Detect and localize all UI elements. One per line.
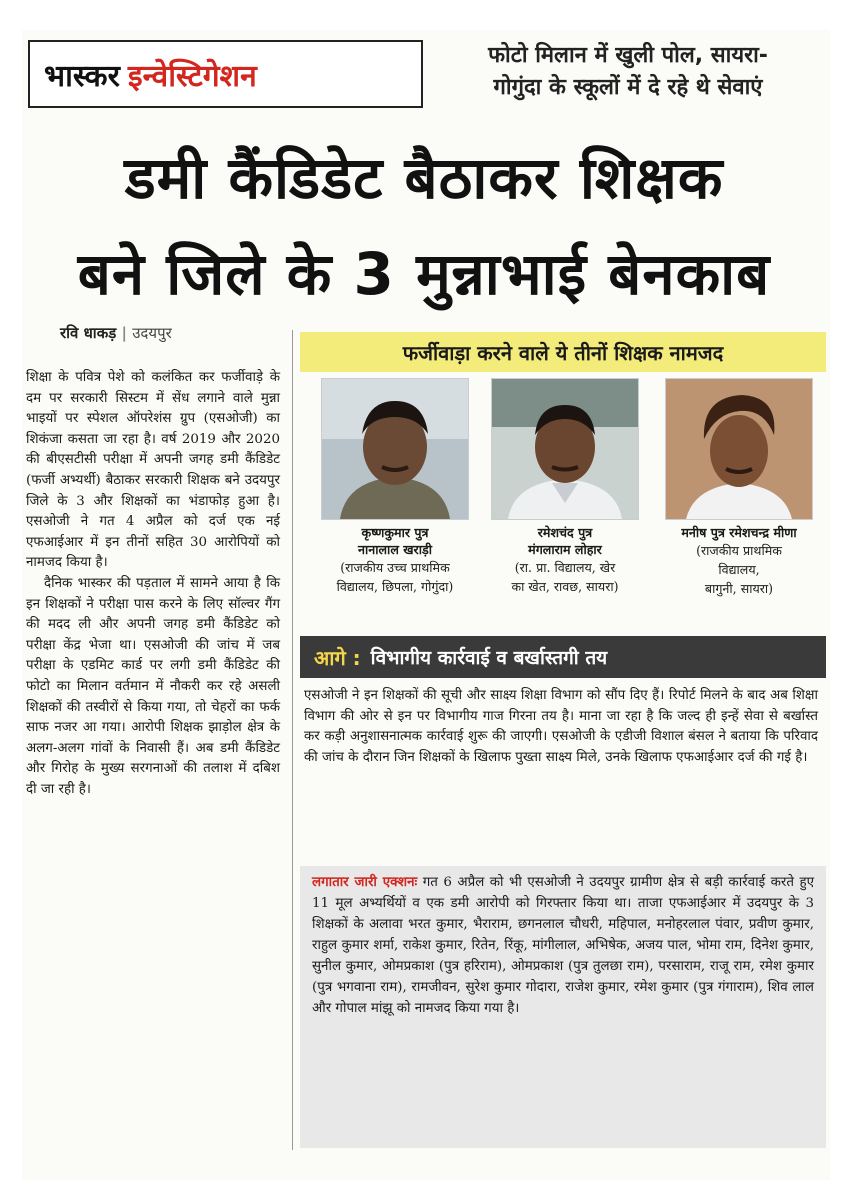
byline: रवि धाकड़ | उदयपुर (60, 324, 172, 342)
left-column-body (26, 368, 280, 800)
accused-name-2 (480, 524, 650, 558)
accused-place-3-line-1: (राजकीय प्राथमिक (696, 543, 782, 558)
accused-section-title: फर्जीवाड़ा करने वाले ये तीनों शिक्षक नामजद (300, 332, 826, 372)
accused-card-3 (654, 378, 824, 598)
byline-author: रवि धाकड़ (60, 324, 117, 342)
accused-place-2-line-2: का खेत, रावछ, सायरा) (511, 579, 619, 594)
accused-photo-2 (491, 378, 639, 520)
brand-investigation: इन्वेस्टिगेशन (127, 58, 257, 94)
accused-name-2-line-1: रमेशचंद पुत्र (537, 525, 593, 540)
accused-name-2-line-2: मंगलाराम लोहार (528, 542, 602, 557)
next-steps-label: आगे : (314, 645, 361, 670)
next-steps-title: विभागीय कार्रवाई व बर्खास्तगी तय (370, 647, 608, 669)
headline-line-1: डमी कैंडिडेट बैठाकर शिक्षक (124, 144, 724, 212)
headline-line-2: बने जिले के 3 मुन्नाभाई बेनकाब (77, 240, 771, 308)
accused-name-1-line-1: कृष्णकुमार पुत्र (361, 525, 429, 540)
action-box-body: गत 6 अप्रैल को भी एसओजी ने उदयपुर ग्रामीण क्षेत्र से बड़ी कार्रवाई करते हुए 11 मूल अभ्यर्थियों व एक डमी आरोपी को गिरफ्तार किया था। ताजा एफआईआर में उदयपुर के 3 शिक्षकों के अलावा भरत कुमार, भैराराम, छगनलाल चौधरी, महिपाल, मनोहरलाल पंवार, प्रवीण कुमार, राहुल कुमार शर्मा, राकेश कुमार, रितेन, रिंकू, मांगीलाल, अभिषेक, अजय पाल, भोमा राम, दिनेश कुमार, सुनील कुमार, ओमप्रकाश (पुत्र हरिराम), ओमप्रकाश (पुत्र तुलछा राम), परसाराम, राजू राम, रमेश कुमार (पुत्र भगवाना राम), रामजीवन, सुरेश कुमार गोदारा, राजेश कुमार, रमेश कुमार (पुत्र गंगाराम), शिव लाल और गोपाल मांझू को नामजद किया गया है। (312, 875, 815, 1016)
accused-place-1 (310, 558, 480, 596)
accused-name-1 (310, 524, 480, 558)
column-divider (292, 330, 293, 1150)
accused-photo-1 (321, 378, 469, 520)
accused-name-1-line-2: नानालाल खराड़ी (358, 542, 432, 557)
accused-name-3 (654, 524, 824, 541)
headline (28, 130, 820, 322)
accused-name-3-line-1: मनीष पुत्र रमेशचन्द्र मीणा (681, 525, 797, 540)
byline-city: उदयपुर (132, 324, 172, 342)
accused-card-2 (480, 378, 650, 596)
accused-place-3 (654, 541, 824, 598)
body-paragraph-1: शिक्षा के पवित्र पेशे को कलंकित कर फर्जीवाड़े के दम पर सरकारी सिस्टम में सेंध लगाने वाले मुन्ना भाइयों पर स्पेशल ऑपरेशंस ग्रुप (एसओजी) का शिकंजा कसता जा रहा है। वर्ष 2019 और 2020 की बीएसटीसी परीक्षा में अपनी जगह डमी कैंडिडेट (फर्जी अभ्यर्थी) बैठाकर सरकारी शिक्षक बने उदयपुर जिले के 3 और शिक्षकों का भंडाफोड़ हुआ है। एसओजी ने गत 4 अप्रैल को दर्ज एक नई एफआईआर में इन तीनों सहित 30 आरोपियों को नामजद किया है। (26, 370, 280, 571)
accused-place-1-line-2: विद्यालय, छिपला, गोगुंदा) (336, 579, 454, 594)
accused-place-2 (480, 558, 650, 596)
accused-place-3-line-2: विद्यालय, (718, 562, 760, 577)
action-box-text (312, 872, 814, 1019)
accused-photo-3 (665, 378, 813, 520)
accused-place-3-line-3: बागुनी, सायरा) (704, 581, 774, 596)
investigation-brand-box (28, 40, 423, 108)
kicker (436, 40, 820, 104)
next-steps-bar (300, 636, 826, 678)
accused-place-2-line-1: (रा. प्रा. विद्यालय, खेर (514, 560, 616, 575)
kicker-line-1: फोटो मिलान में खुली पोल, सायरा- (488, 43, 768, 68)
brand-name: भास्कर (44, 58, 120, 94)
next-steps-text: एसओजी ने इन शिक्षकों की सूची और साक्ष्य शिक्षा विभाग को सौंप दिए हैं। रिपोर्ट मिलने के बाद अब शिक्षा विभाग की ओर से इन पर विभागीय गाज गिरना तय है। माना जा रहा है कि जल्द ही इन्हें सेवा से बर्खास्त कर कड़ी अनुशासनात्मक कार्रवाई शुरू की जाएगी। एसओजी के एडीजी विशाल बंसल ने बताया कि परिवाद की जांच के दौरान जिन शिक्षकों के खिलाफ पुख्ता साक्ष्य मिले, उनके खिलाफ एफआईआर दर्ज की गई है। (304, 688, 818, 765)
accused-place-1-line-1: (राजकीय उच्च प्राथमिक (340, 560, 450, 575)
action-box-lead: लगातार जारी एक्शनः (312, 875, 418, 890)
body-paragraph-2: दैनिक भास्कर की पड़ताल में सामने आया है कि इन शिक्षकों ने परीक्षा पास करने के लिए सॉल्वर गैंग की मदद ली और अपनी जगह डमी कैंडिडेट को परीक्षा केंद्र भेजा था। एसओजी की जांच में जब परीक्षा के एडमिट कार्ड पर लगी डमी कैंडिडेट की फोटो का मिलान वर्तमान में नौकरी कर रहे असली शिक्षकों की तस्वीरों से किया गया, तो चेहरों का फर्क साफ नजर आ गया। आरोपी शिक्षक झाड़ोल क्षेत्र के अलग-अलग गांवों के निवासी हैं। अब डमी कैंडिडेट और गिरोह के मुख्य सरगनाओं की तलाश में दबिश दी जा रही है। (26, 575, 280, 797)
accused-card-1 (310, 378, 480, 596)
kicker-line-2: गोगुंदा के स्कूलों में दे रहे थे सेवाएं (493, 75, 763, 100)
